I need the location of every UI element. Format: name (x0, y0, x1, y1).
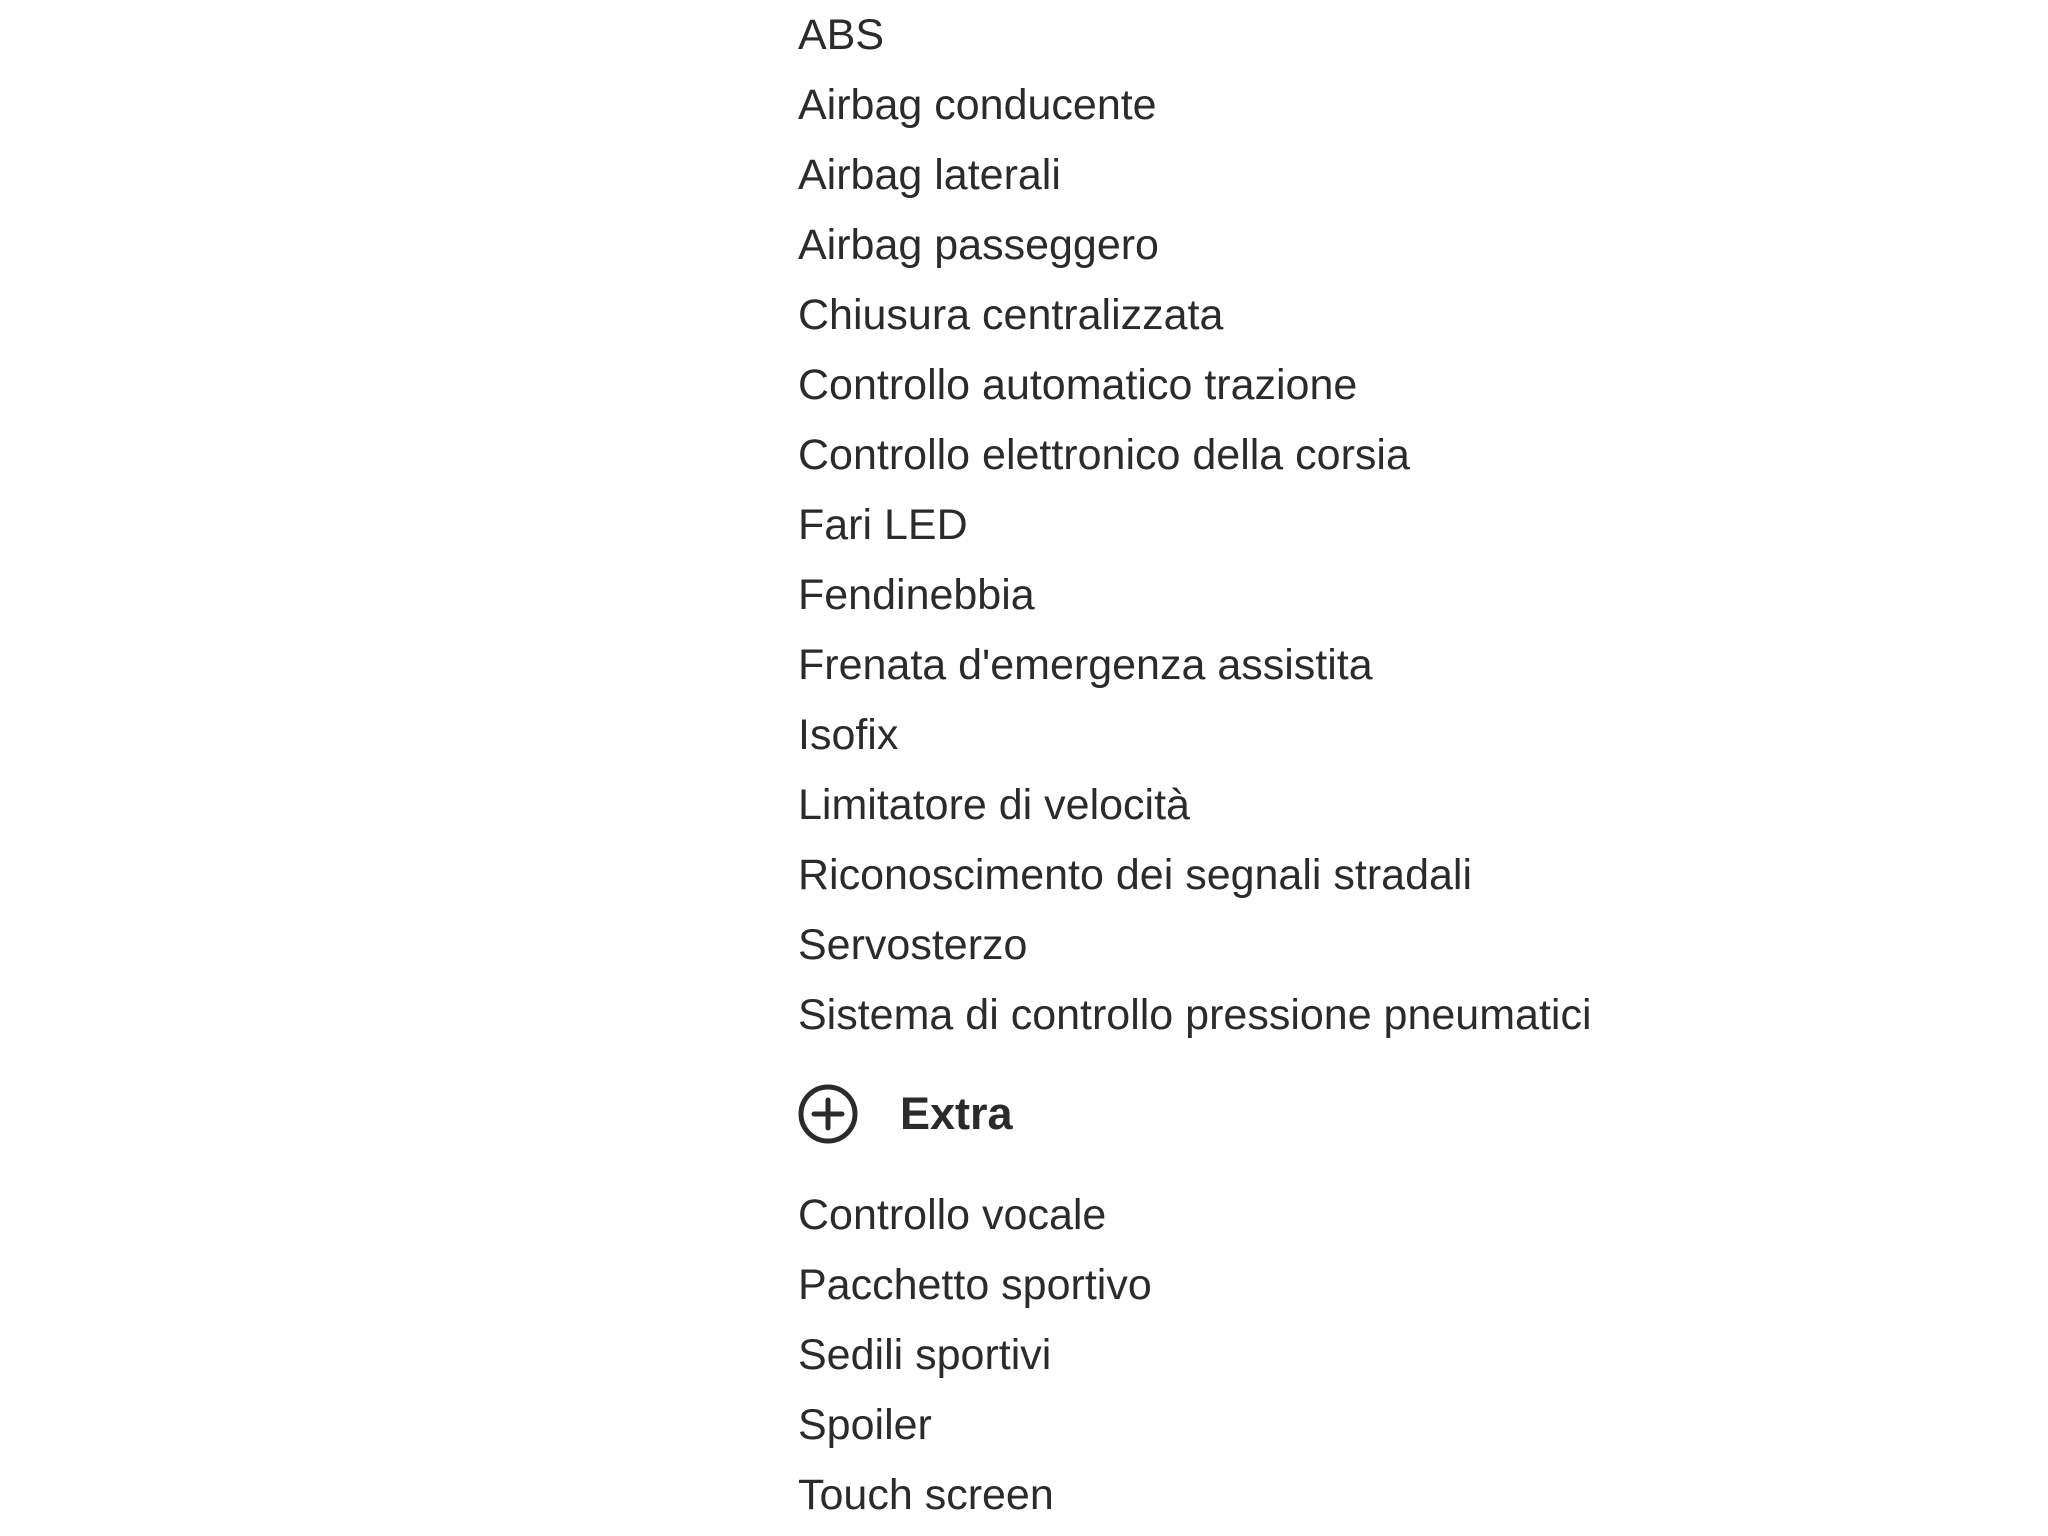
standard-features-list (798, 0, 1798, 1050)
feature-item: Airbag laterali (798, 151, 1061, 199)
extra-item: Pacchetto sportivo (798, 1261, 1152, 1309)
feature-item: Airbag passeggero (798, 221, 1159, 269)
feature-item: Riconoscimento dei segnali stradali (798, 851, 1473, 899)
features-panel (798, 0, 1798, 1530)
extra-section-header (798, 1073, 1798, 1155)
feature-item: Limitatore di velocità (798, 781, 1190, 829)
plus-circle-icon (796, 1082, 860, 1146)
feature-item: Frenata d'emergenza assistita (798, 641, 1373, 689)
feature-item: ABS (798, 11, 885, 59)
feature-item: Controllo automatico trazione (798, 361, 1358, 409)
feature-item: Sistema di controllo pressione pneumatici (798, 991, 1592, 1039)
feature-item: Isofix (798, 711, 899, 759)
feature-item: Airbag conducente (798, 81, 1157, 129)
extra-item: Sedili sportivi (798, 1331, 1052, 1379)
feature-item: Chiusura centralizzata (798, 291, 1224, 339)
extra-section-title: Extra (900, 1088, 1013, 1139)
feature-item: Servosterzo (798, 921, 1028, 969)
extra-item: Spoiler (798, 1401, 932, 1449)
feature-item: Controllo elettronico della corsia (798, 431, 1410, 479)
extra-features-list (798, 1180, 1798, 1530)
extra-item: Touch screen (798, 1471, 1054, 1519)
feature-item: Fari LED (798, 501, 968, 549)
feature-item: Fendinebbia (798, 571, 1035, 619)
extra-item: Controllo vocale (798, 1191, 1107, 1239)
